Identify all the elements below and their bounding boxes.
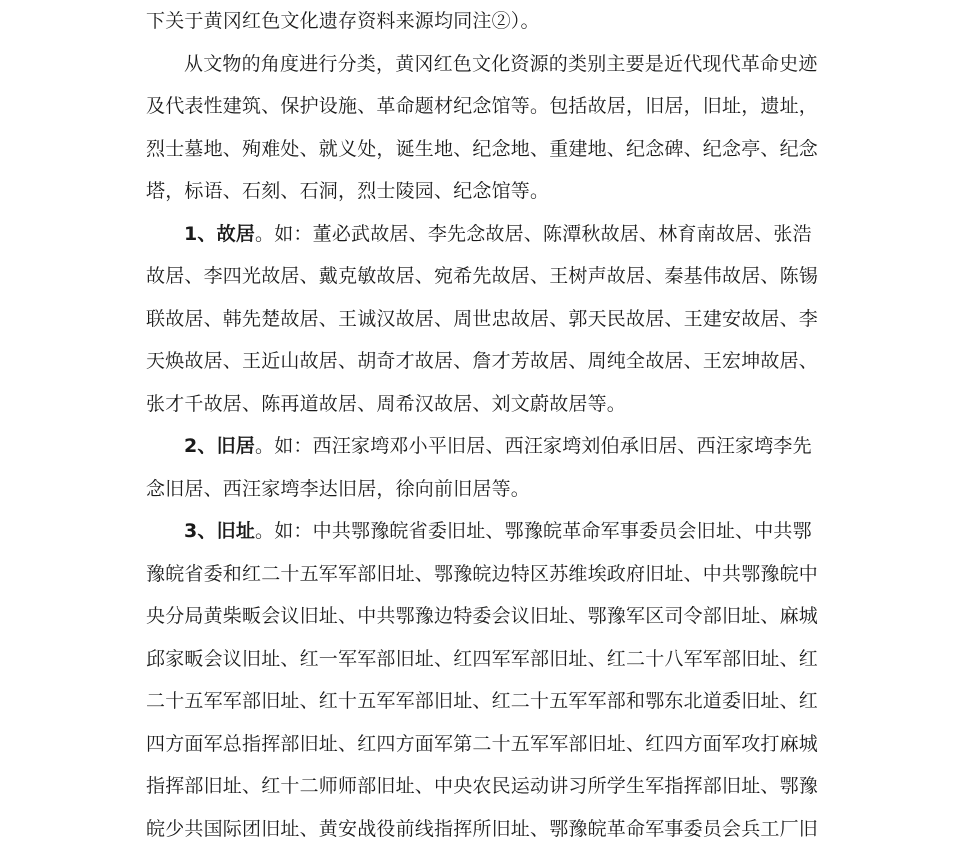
document-body [146, 0, 836, 850]
paragraph-line: 豫皖省委和红二十五军军部旧址、鄂豫皖边特区苏维埃政府旧址、中共鄂豫皖中 [146, 553, 836, 596]
section-first-line-text: 。如：西汪家塆邓小平旧居、西汪家塆刘伯承旧居、西汪家塆李先 [255, 435, 812, 457]
paragraph-line: 塔，标语、石刻、石洞，烈士陵园、纪念馆等。 [146, 170, 836, 213]
paragraph-line: 四方面军总指挥部旧址、红四方面军第二十五军军部旧址、红四方面军攻打麻城 [146, 723, 836, 766]
paragraph-line: 念旧居、西汪家塆李达旧居，徐向前旧居等。 [146, 468, 836, 511]
section-former-residences [146, 213, 836, 426]
section-heading: 3、旧址 [184, 520, 255, 542]
section-first-line-text: 。如：中共鄂豫皖省委旧址、鄂豫皖革命军事委员会旧址、中共鄂 [255, 520, 812, 542]
paragraph-line: 及代表性建筑、保护设施、革命题材纪念馆等。包括故居，旧居，旧址，遗址， [146, 85, 836, 128]
paragraph-line: 联故居、韩先楚故居、王诚汉故居、周世忠故居、郭天民故居、王建安故居、李 [146, 298, 836, 341]
section-first-line [146, 425, 836, 468]
section-old-sites [146, 510, 836, 850]
paragraph-line: 从文物的角度进行分类，黄冈红色文化资源的类别主要是近代现代革命史迹 [146, 43, 836, 86]
section-heading: 2、旧居 [184, 435, 255, 457]
paragraph-line: 邱家畈会议旧址、红一军军部旧址、红四军军部旧址、红二十八军军部旧址、红 [146, 638, 836, 681]
paragraph-line: 央分局黄柴畈会议旧址、中共鄂豫边特委会议旧址、鄂豫军区司令部旧址、麻城 [146, 595, 836, 638]
paragraph-line: 张才千故居、陈再道故居、周希汉故居、刘文蔚故居等。 [146, 383, 836, 426]
section-heading: 1、故居 [184, 223, 255, 245]
section-first-line [146, 213, 836, 256]
classification-paragraph [146, 43, 836, 213]
paragraph-line: 二十五军军部旧址、红十五军军部旧址、红二十五军军部和鄂东北道委旧址、红 [146, 680, 836, 723]
paragraph-line: 烈士墓地、殉难处、就义处，诞生地、纪念地、重建地、纪念碑、纪念亭、纪念 [146, 128, 836, 171]
paragraph-line: 皖少共国际团旧址、黄安战役前线指挥所旧址、鄂豫皖革命军事委员会兵工厂旧 [146, 808, 836, 850]
section-old-residences [146, 425, 836, 510]
paragraph-line: 天焕故居、王近山故居、胡奇才故居、詹才芳故居、周纯全故居、王宏坤故居、 [146, 340, 836, 383]
section-first-line-text: 。如：董必武故居、李先念故居、陈潭秋故居、林育南故居、张浩 [255, 223, 812, 245]
section-first-line [146, 510, 836, 553]
paragraph-line: 故居、李四光故居、戴克敏故居、宛希先故居、王树声故居、秦基伟故居、陈锡 [146, 255, 836, 298]
intro-tail-line: 下关于黄冈红色文化遗存资料来源均同注②）。 [146, 0, 836, 43]
paragraph-line: 指挥部旧址、红十二师师部旧址、中央农民运动讲习所学生军指挥部旧址、鄂豫 [146, 765, 836, 808]
